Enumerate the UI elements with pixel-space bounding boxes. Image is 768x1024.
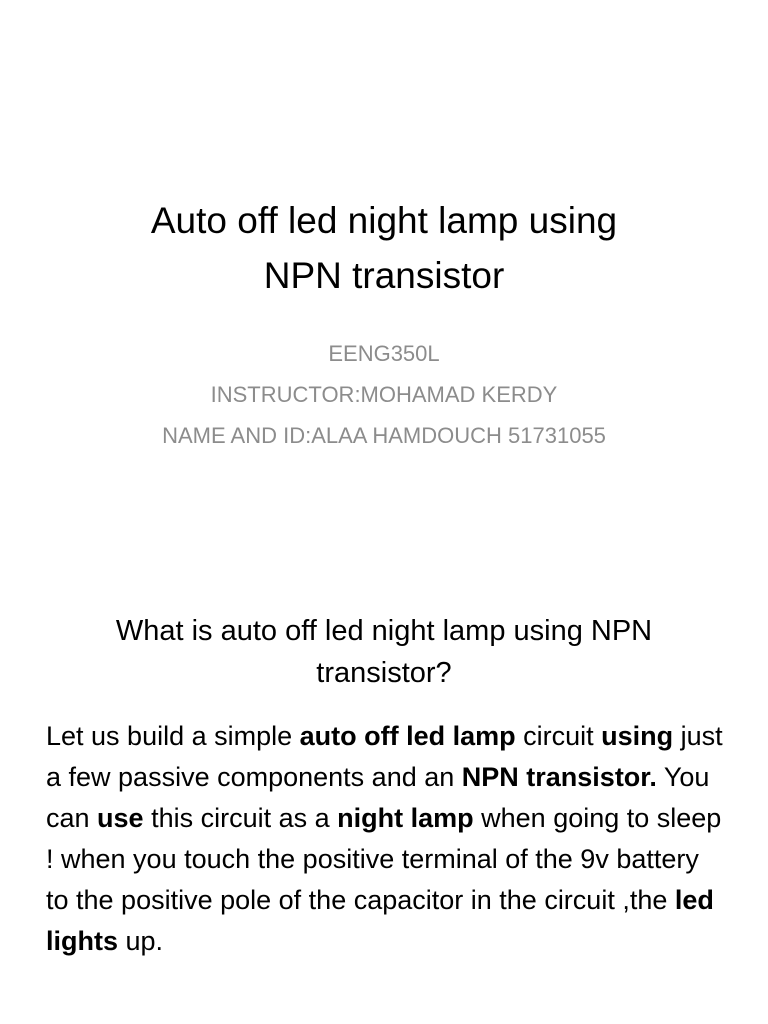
title-line-1: Auto off led night lamp using	[150, 200, 618, 241]
body-text-2: circuit	[515, 721, 602, 751]
body-text-5: this circuit as a	[143, 803, 338, 833]
content-body	[46, 716, 726, 962]
body-text-3: just a few passive components and an	[46, 721, 723, 792]
body-bold-use: use	[97, 803, 144, 833]
body-text-1: Let us build a simple	[46, 721, 300, 751]
body-bold-led-lights: led lights	[46, 885, 714, 956]
title-line-2: NPN transistor	[263, 255, 505, 296]
presentation-title	[40, 193, 728, 303]
course-code: EENG350L	[328, 341, 440, 366]
body-bold-night-lamp: night lamp	[337, 803, 474, 833]
instructor-line: INSTRUCTOR:MOHAMAD KERDY	[210, 382, 558, 407]
body-text-4: You can	[46, 762, 710, 833]
body-bold-using: using	[601, 721, 674, 751]
body-text-6: when going to sleep ! when you touch the positive terminal of the 9v battery to the positive pole of the capacitor in the circuit ,the	[46, 803, 722, 915]
content-title-line-1: What is auto off led night lamp using NPN	[115, 615, 653, 647]
content-title-line-2: transistor?	[316, 657, 452, 689]
body-text-7: up.	[118, 926, 164, 956]
subtitle-block	[40, 333, 728, 456]
body-bold-auto-off-led-lamp: auto off led lamp	[299, 721, 516, 751]
slide-content	[0, 512, 768, 1024]
student-name-id: NAME AND ID:ALAA HAMDOUCH 51731055	[162, 423, 606, 448]
content-title	[40, 610, 728, 694]
body-bold-npn-transistor: NPN transistor.	[461, 762, 657, 792]
